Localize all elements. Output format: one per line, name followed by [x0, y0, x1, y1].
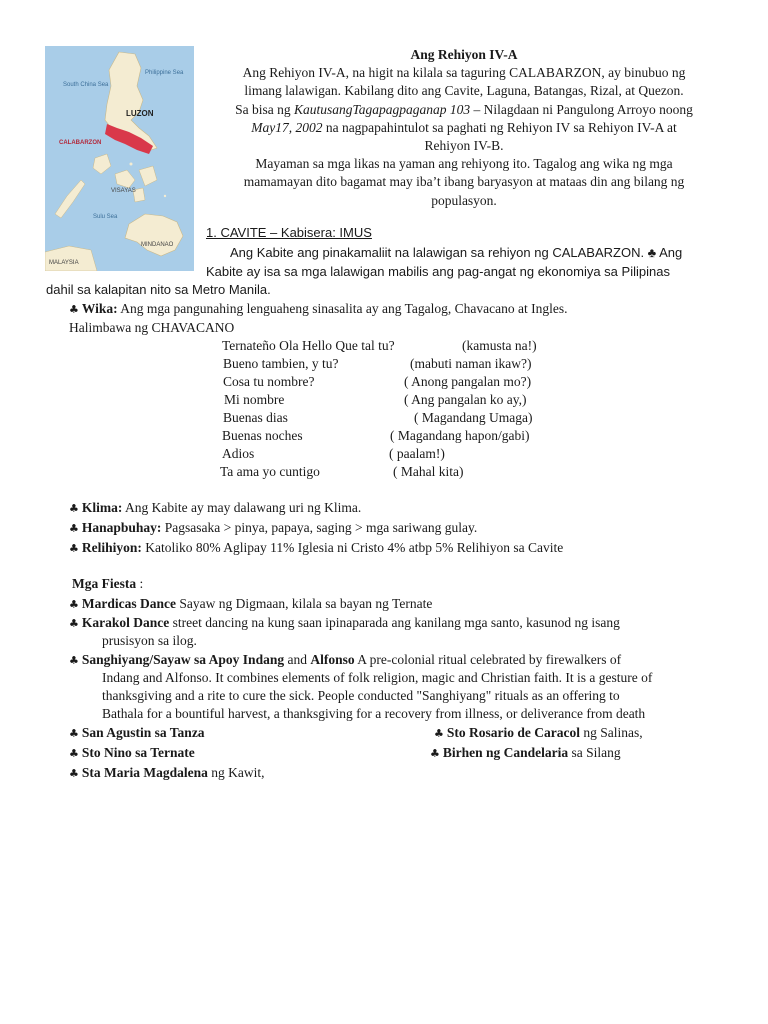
- birhen-suffix: sa Silang: [568, 745, 621, 760]
- hanapbuhay-text: Pagsasaka > pinya, papaya, saging > mga sariwang gulay.: [161, 520, 478, 535]
- date-suffix: na nagpapahintulot sa paghati ng Rehiyon IV sa Rehiyon IV-A at: [322, 119, 677, 135]
- birhen-item: [430, 745, 621, 761]
- halimbawa-heading: Halimbawa ng CHAVACANO: [69, 320, 235, 335]
- tagalog-translation: ( Ang pangalan ko ay,): [404, 392, 527, 407]
- philippines-map-graphic: [45, 46, 194, 271]
- club-bullet-icon: ♣: [69, 727, 79, 740]
- sto-rosario-label: Sto Rosario de Caracol: [446, 725, 580, 740]
- intro-line: populasyon.: [431, 192, 497, 208]
- chavacano-phrase: Cosa tu nombre?: [223, 374, 315, 389]
- club-bullet-icon: ♣: [69, 747, 79, 760]
- sanghiyang-line: Bathala for a bountiful harvest, a thanksgiving for a recovery from illness, or deliverance from death: [102, 706, 646, 721]
- region-intro: [205, 46, 723, 210]
- chavacano-phrase: Bueno tambien, y tu?: [223, 356, 339, 371]
- south-china-sea-label: South China Sea: [63, 82, 109, 88]
- sanghiyang-text: A pre-colonial ritual celebrated by firewalkers of: [354, 652, 622, 667]
- intro-line: Rehiyon IV-B.: [424, 138, 504, 154]
- intro-line: limang lalawigan. Kabilang dito ang Cavite, Laguna, Batangas, Rizal, at Quezon.: [244, 83, 684, 99]
- cavite-intro-line: Kabite ay isa sa mga lalawigan mabilis ang pag-angat ng ekonomiya sa Pilipinas: [206, 264, 670, 279]
- luzon-label: LUZON: [126, 109, 154, 118]
- tagalog-translation: ( Anong pangalan mo?): [404, 374, 532, 389]
- san-agustin-item: [69, 725, 205, 741]
- calabarzon-label: CALABARZON: [59, 140, 102, 146]
- cavite-intro-line: dahil sa kalapitan nito sa Metro Manila.: [46, 282, 271, 297]
- sulu-sea-label: Sulu Sea: [93, 214, 118, 220]
- sanghiyang-item: [69, 652, 621, 668]
- chavacano-phrase: Ternateño Ola Hello Que tal tu?: [222, 338, 395, 353]
- club-bullet-icon: ♣: [69, 502, 79, 515]
- hanapbuhay-label: Hanapbuhay:: [81, 520, 162, 535]
- club-bullet-icon: ♣: [69, 617, 79, 630]
- club-bullet-icon: ♣: [69, 542, 79, 555]
- law-suffix: – Nilagdaan ni Pangulong Arroyo noong: [470, 101, 693, 117]
- mindanao-label: MINDANAO: [141, 242, 174, 248]
- intro-line: mamamayan dito bagamat may iba’t ibang baryasyon at mataas din ang bilang ng: [243, 174, 685, 190]
- tagalog-translation: ( Magandang Umaga): [414, 410, 533, 425]
- page-title: Ang Rehiyon IV-A: [410, 47, 518, 62]
- mardicas-text: Sayaw ng Digmaan, kilala sa bayan ng Ternate: [175, 596, 433, 611]
- wika-item: [69, 301, 567, 317]
- chavacano-phrase: Mi nombre: [224, 392, 285, 407]
- relihiyon-item: [69, 540, 563, 556]
- sta-maria-label: Sta Maria Magdalena: [81, 765, 208, 780]
- klima-item: [69, 500, 361, 516]
- mardicas-item: [69, 596, 432, 612]
- sta-maria-suffix: ng Kawit,: [207, 765, 265, 780]
- sto-nino-label: Sto Nino sa Ternate: [81, 745, 195, 760]
- mardicas-label: Mardicas Dance: [81, 596, 176, 611]
- club-bullet-icon: ♣: [69, 598, 79, 611]
- sanghiyang-label: Sanghiyang/Sayaw sa Apoy Indang: [81, 652, 285, 667]
- sto-rosario-item: [434, 725, 643, 741]
- cavite-heading: 1. CAVITE – Kabisera: IMUS: [206, 225, 372, 240]
- intro-line: [205, 101, 723, 119]
- karakol-item: [69, 615, 620, 631]
- sto-rosario-suffix: ng Salinas,: [579, 725, 643, 740]
- chavacano-phrase: Buenas dias: [223, 410, 288, 425]
- tagalog-translation: ( paalam!): [389, 446, 445, 461]
- fiesta-heading-colon: :: [136, 576, 144, 591]
- club-bullet-icon: ♣: [69, 767, 79, 780]
- karakol-label: Karakol Dance: [81, 615, 170, 630]
- tagalog-translation: (mabuti naman ikaw?): [410, 356, 532, 371]
- sanghiyang-line: thanksgiving and a rite to cure the sick. People conducted "Sanghiyang" rituals as an offering to: [102, 688, 620, 703]
- relihiyon-label: Relihiyon:: [81, 540, 142, 555]
- klima-text: Ang Kabite ay may dalawang uri ng Klima.: [122, 500, 362, 515]
- relihiyon-text: Katoliko 80% Aglipay 11% Iglesia ni Cristo 4% atbp 5% Relihiyon sa Cavite: [141, 540, 564, 555]
- law-prefix: Sa bisa ng: [235, 101, 294, 117]
- club-bullet-icon: ♣: [69, 654, 79, 667]
- visayas-label: VISAYAS: [111, 188, 136, 194]
- intro-line: Mayaman sa mga likas na yaman ang rehiyong ito. Tagalog ang wika ng mga: [255, 156, 673, 172]
- chavacano-phrase: Ta ama yo cuntigo: [220, 464, 320, 479]
- tagalog-translation: (kamusta na!): [462, 338, 537, 353]
- wika-text: Ang mga pangunahing lenguaheng sinasalita ay ang Tagalog, Chavacano at Ingles.: [117, 301, 568, 316]
- club-bullet-icon: ♣: [69, 522, 79, 535]
- club-bullet-icon: ♣: [434, 727, 444, 740]
- tagalog-translation: ( Magandang hapon/gabi): [390, 428, 530, 443]
- wika-label: Wika:: [81, 301, 118, 316]
- tagalog-translation: ( Mahal kita): [393, 464, 464, 479]
- klima-label: Klima:: [81, 500, 123, 515]
- intro-line: [205, 119, 723, 137]
- philippine-sea-label: Philippine Sea: [145, 70, 184, 76]
- malaysia-label: MALAYSIA: [49, 260, 79, 266]
- law-date: May17, 2002: [251, 119, 323, 135]
- alfonso-label: Alfonso: [310, 652, 355, 667]
- san-agustin-label: San Agustin sa Tanza: [81, 725, 205, 740]
- intro-line: Ang Rehiyon IV-A, na higit na kilala sa taguring CALABARZON, ay binubuo ng: [242, 65, 686, 81]
- chavacano-phrase: Adios: [222, 446, 255, 461]
- sanghiyang-and: and: [284, 652, 311, 667]
- chavacano-phrase: Buenas noches: [222, 428, 303, 443]
- sanghiyang-line: Indang and Alfonso. It combines elements of folk religion, magic and Christian faith. It is a gesture of: [102, 670, 653, 685]
- sto-nino-item: [69, 745, 195, 761]
- hanapbuhay-item: [69, 520, 477, 536]
- club-bullet-icon: ♣: [430, 747, 440, 760]
- fiesta-heading: [72, 576, 143, 592]
- karakol-text: street dancing na kung saan ipinaparada ang kanilang mga santo, kasunod ng isang: [169, 615, 620, 630]
- karakol-line: prusisyon sa ilog.: [102, 633, 197, 648]
- club-bullet-icon: ♣: [69, 303, 79, 316]
- fiesta-heading-label: Mga Fiesta: [72, 576, 137, 591]
- sta-maria-item: [69, 765, 265, 781]
- law-name: KautusangTagapagpaganap 103: [293, 101, 471, 117]
- birhen-label: Birhen ng Candelaria: [442, 745, 569, 760]
- cavite-intro-line: Ang Kabite ang pinakamaliit na lalawigan sa rehiyon ng CALABARZON. ♣ Ang: [230, 245, 683, 260]
- calabarzon-map: [45, 46, 194, 271]
